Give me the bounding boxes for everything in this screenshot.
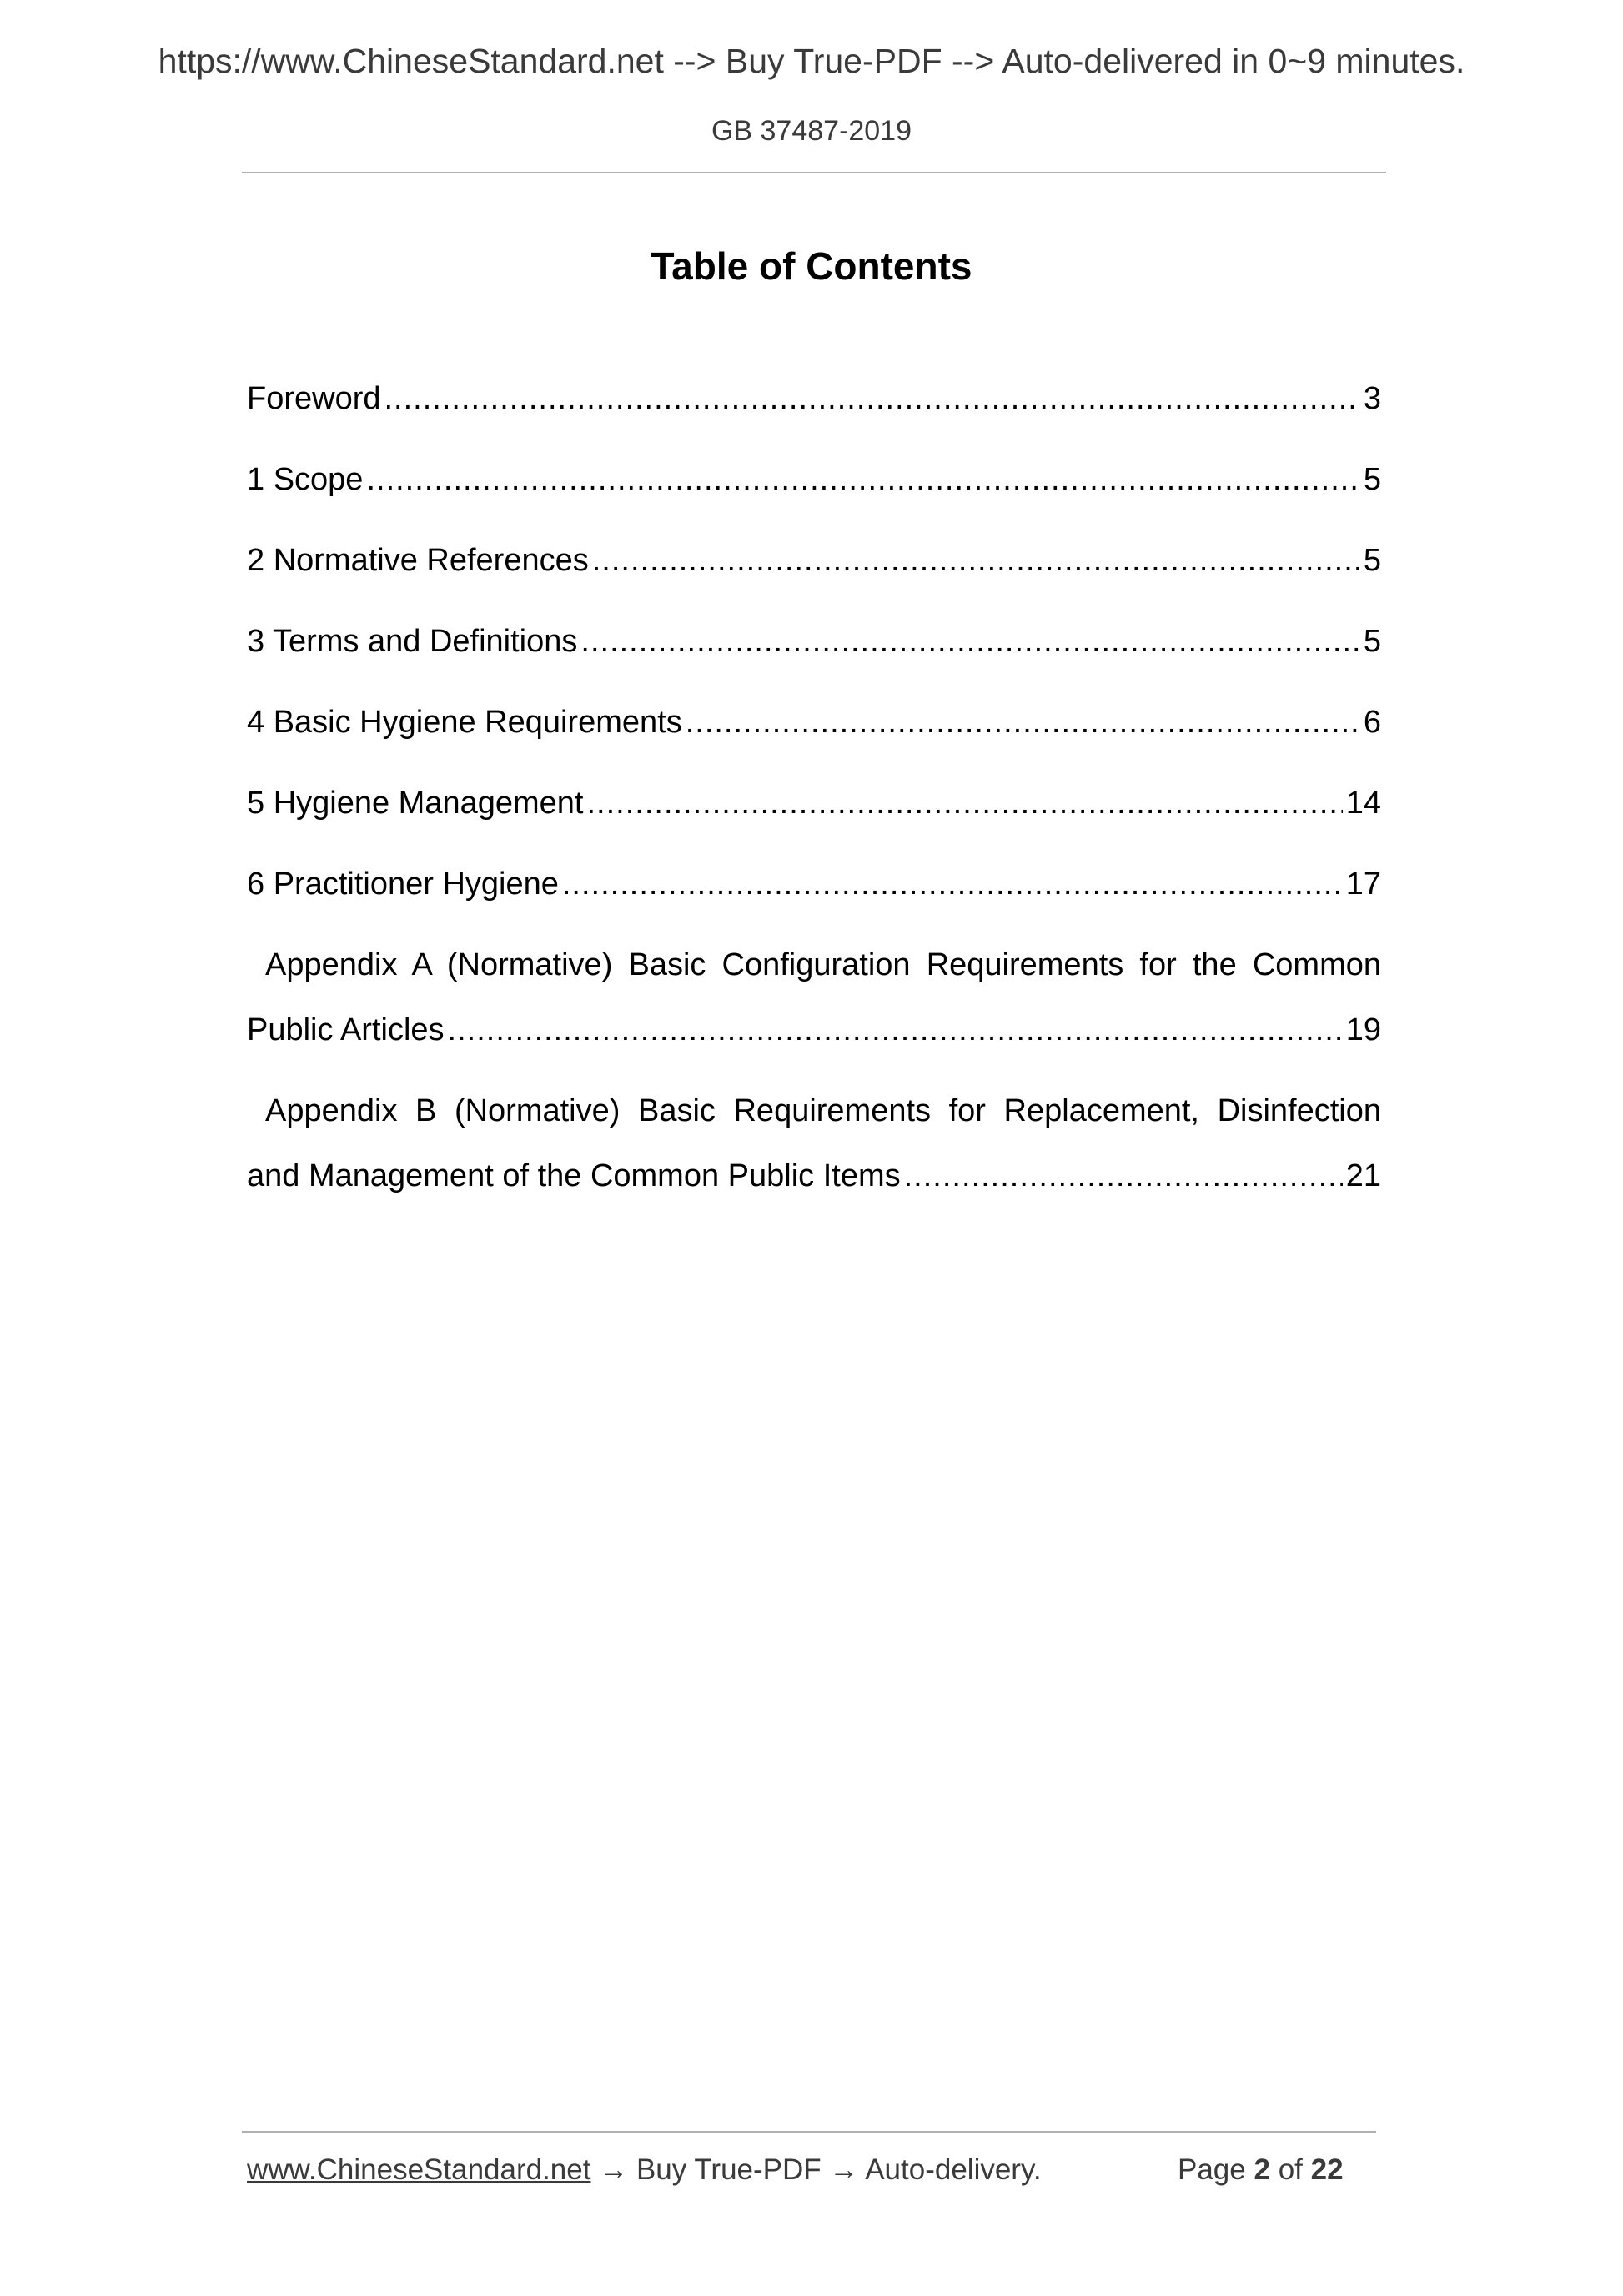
toc-entry-scope[interactable] [247, 460, 1381, 500]
toc-entry-label: 1 Scope [247, 462, 364, 497]
toc-entry-page: 5 [1363, 543, 1381, 578]
header-divider [242, 172, 1386, 173]
footer-delivery-text: Auto-delivery. [865, 2153, 1042, 2186]
of-word: of [1278, 2153, 1303, 2186]
toc-entry-label: and Management of the Common Public Items [247, 1158, 901, 1193]
toc-leader-dots [580, 621, 1359, 661]
page-indicator [1178, 2153, 1344, 2187]
toc-entry-label: Public Articles [247, 1012, 445, 1048]
toc-entry-appendix-b[interactable] [247, 1091, 1381, 1196]
page-word: Page [1178, 2153, 1246, 2186]
toc-entry-appendix-a[interactable] [247, 945, 1381, 1050]
toc-entry-page: 3 [1363, 381, 1381, 416]
toc-entry-page: 5 [1363, 624, 1381, 659]
toc-leader-dots [592, 540, 1360, 580]
toc-leader-dots [366, 460, 1359, 500]
toc-entry-label: Foreword [247, 381, 381, 416]
toc-entry-page: 5 [1363, 462, 1381, 497]
toc-entry-page: 17 [1345, 867, 1381, 902]
toc-title: Table of Contents [651, 244, 972, 288]
toc-entry-label: 5 Hygiene Management [247, 786, 584, 821]
toc-entry-page: 19 [1345, 1012, 1381, 1048]
toc-entry-terms-definitions[interactable] [247, 621, 1381, 661]
page-current: 2 [1254, 2153, 1270, 2186]
toc-leader-dots [384, 379, 1360, 419]
toc-entry-page: 21 [1345, 1158, 1381, 1193]
toc-entry-label: 2 Normative References [247, 543, 589, 578]
footer-site-link[interactable]: www.ChineseStandard.net [247, 2153, 591, 2186]
footer-buy-text: Buy True-PDF [636, 2153, 822, 2186]
arrow-icon: → [599, 2153, 629, 2186]
toc-entry-hygiene-management[interactable] [247, 783, 1381, 823]
footer-divider [242, 2131, 1376, 2133]
toc-entry-practitioner-hygiene[interactable] [247, 864, 1381, 904]
toc-entry-label-line1: Appendix A (Normative) Basic Configuration Requirements for the Common [265, 947, 1381, 982]
toc-leader-dots [686, 702, 1360, 742]
toc-leader-dots [562, 864, 1343, 904]
toc-entry-page: 14 [1345, 786, 1381, 821]
top-banner: https://www.ChineseStandard.net --> Buy True-PDF --> Auto-delivered in 0~9 minutes. [158, 42, 1465, 80]
toc-entry-label: 6 Practitioner Hygiene [247, 867, 559, 902]
toc-entry-label: 4 Basic Hygiene Requirements [247, 705, 682, 740]
toc-entry-page: 6 [1363, 705, 1381, 740]
toc-entry-label-line1: Appendix B (Normative) Basic Requirements for Replacement, Disinfection [265, 1093, 1381, 1128]
toc-entry-normative-references[interactable] [247, 540, 1381, 580]
toc-leader-dots [448, 1010, 1343, 1050]
footer-promo [247, 2153, 1042, 2187]
document-code: GB 37487-2019 [711, 115, 912, 147]
toc-leader-dots [904, 1156, 1343, 1196]
toc-entry-foreword[interactable] [247, 379, 1381, 419]
arrow-icon: → [829, 2153, 859, 2186]
toc-entry-basic-hygiene-requirements[interactable] [247, 702, 1381, 742]
toc-leader-dots [586, 783, 1342, 823]
page-total: 22 [1310, 2153, 1344, 2186]
toc-entry-label: 3 Terms and Definitions [247, 624, 578, 659]
